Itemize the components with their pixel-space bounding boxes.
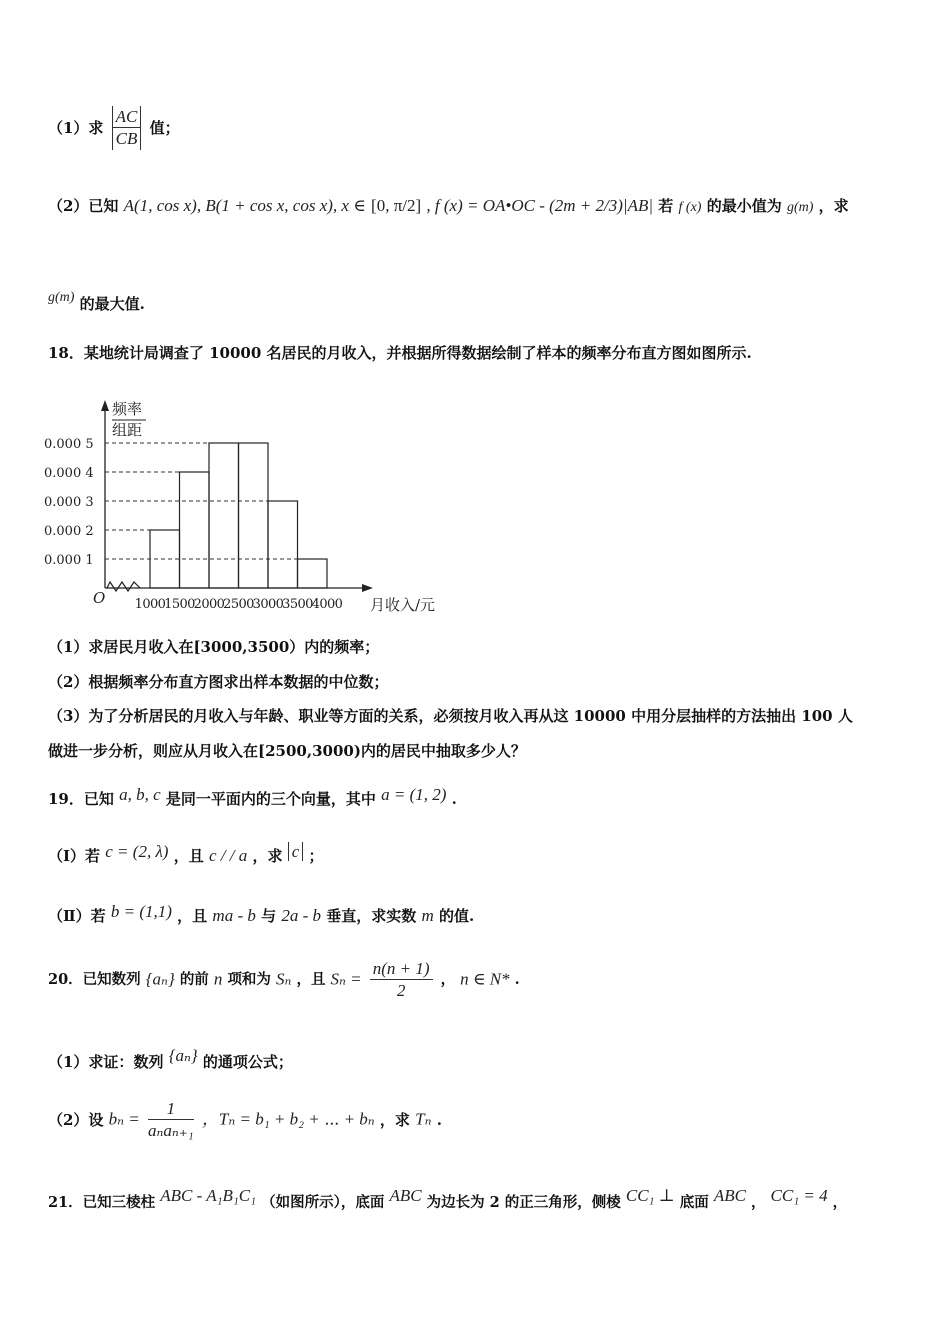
q19-vector-a: a = (1, 2) — [381, 785, 447, 804]
histogram-bar — [239, 443, 269, 588]
x-tick-label: 2500 — [223, 597, 254, 612]
q20-part2-end: . — [436, 1110, 442, 1129]
q18-sub2: （2）根据频率分布直方图求出样本数据的中位数； — [48, 673, 389, 691]
q18-sub1: （1）求居民月收入在[3000,3500）内的频率； — [48, 638, 380, 656]
q20-bn-den: aₙaₙ₊₁ — [148, 1121, 194, 1141]
q17-gm: g(m) — [786, 200, 814, 215]
q20-part1-label: （1）求证：数列 — [48, 1053, 164, 1071]
q21-cc-length: CC₁ = 4 — [770, 1186, 828, 1205]
x-axis-arrow — [362, 584, 373, 592]
q19-title — [48, 785, 910, 808]
q21-abc-2: ABC — [713, 1186, 746, 1205]
q18-sub3b: 做进一步分析，则应从月收入在[2500,3000)内的居民中抽取多少人？ — [48, 742, 526, 760]
q17-interval: [0, π/2] — [371, 196, 422, 215]
q20-n: n — [213, 969, 223, 989]
q21-end: ， — [832, 1194, 848, 1211]
q21-comma: ， — [750, 1194, 766, 1211]
q20-title — [48, 958, 910, 1002]
q17-fx: f (x) — [678, 200, 702, 215]
q19-part2-tail: 垂直，求实数 — [326, 907, 417, 925]
q19-part1-end: ； — [308, 847, 324, 865]
q19-parallel: c / / a — [208, 846, 248, 865]
histogram-bar — [209, 443, 239, 588]
q20-sequence: {aₙ} — [145, 969, 175, 989]
q19-part1 — [48, 842, 910, 866]
q19-expr2: 2a - b — [281, 906, 322, 925]
q17-part2 — [48, 196, 910, 217]
origin-label: O — [93, 589, 106, 607]
q20-bn-num: 1 — [148, 1098, 194, 1120]
q17-part2-label: （2）已知 — [48, 197, 119, 215]
q19-vector-c: c = (2, λ) — [105, 842, 169, 861]
q19-expr1: ma - b — [212, 906, 256, 925]
q17-points: A(1, cos x), B(1 + cos x, cos x), x ∈ — [123, 196, 366, 215]
histogram-bar — [298, 559, 328, 588]
y-tick-label: 0.000 2 — [44, 524, 94, 539]
q18-sub3a: （3）为了分析居民的月收入与年龄、职业等方面的关系，必须按月收入再从这 10000 中用分层抽样的方法抽出 100 人 — [48, 707, 853, 725]
q19-part1-ask: ，求 — [252, 847, 283, 865]
y-label-bottom: 组距 — [112, 421, 143, 439]
q20-fraction — [370, 958, 433, 1002]
q20-part1-sequence: {aₙ} — [168, 1046, 198, 1065]
q20-fraction-num: n(n + 1) — [370, 958, 433, 980]
histogram-bar — [180, 472, 210, 588]
q17-if: 若 — [658, 197, 674, 215]
q20-T: Tₙ — [415, 1109, 432, 1129]
q20-bn: bₙ = — [108, 1109, 140, 1129]
y-label-top: 频率 — [112, 400, 143, 418]
q19-part1-label: （Ⅰ）若 — [48, 847, 101, 865]
q21-note: （如图所示），底面 — [261, 1194, 385, 1211]
q20-Tn: ，Tₙ = b₁ + b₂ + ⋯ + bₙ — [201, 1109, 375, 1129]
y-tick-label: 0.000 5 — [44, 437, 94, 452]
q20-part1-tail: 的通项公式； — [202, 1053, 293, 1071]
q19-part1-mid: ，且 — [173, 847, 204, 865]
q19-m: m — [421, 906, 434, 925]
q19-part2-mid: ，且 — [177, 907, 208, 925]
x-tick-label: 1500 — [164, 597, 195, 612]
x-tick-label: 1000 — [134, 597, 166, 612]
q20-part1 — [48, 1046, 910, 1071]
q17-part1-tail: 值； — [149, 118, 180, 137]
q17-function: , f (x) = OA•OC - (2m + 2/3)|AB| — [426, 196, 654, 215]
q19-part2 — [48, 902, 910, 926]
q19-with: 与 — [261, 907, 277, 925]
chart-root — [44, 400, 435, 614]
q21-base: 底面 — [679, 1194, 709, 1211]
q17-part3 — [48, 290, 910, 313]
q20-front: 的前 — [179, 971, 209, 989]
q17-fraction-den: CB — [112, 128, 142, 149]
q21-prism: ABC - A₁B₁C₁ — [160, 1186, 257, 1205]
y-tick-label: 0.000 1 — [44, 553, 94, 568]
q19-vector-b: b = (1,1) — [110, 902, 172, 921]
q21-abc: ABC — [389, 1186, 422, 1205]
q19-mid: 是同一平面内的三个向量，其中 — [165, 790, 376, 808]
q17-min-text: 的最小值为 — [706, 197, 782, 215]
q20-fraction-den: 2 — [396, 981, 406, 1001]
x-tick-label: 3000 — [252, 597, 284, 612]
q19-vectors: a, b, c — [119, 785, 161, 804]
histogram-chart — [40, 392, 460, 624]
q19-pre: 19．已知 — [48, 790, 114, 808]
q20-comma: ， — [440, 971, 456, 989]
y-axis-arrow — [101, 400, 109, 411]
q17-fraction — [112, 106, 142, 150]
q20-Sn: Sₙ — [276, 969, 292, 989]
q19-part2-label: （Ⅱ）若 — [48, 907, 106, 925]
q17-part1-label: （1）求 — [48, 118, 104, 137]
y-tick-label: 0.000 4 — [44, 466, 94, 481]
q21-pre: 21．已知三棱柱 — [48, 1194, 156, 1211]
q21-side: 为边长为 2 的正三角形，侧棱 — [426, 1194, 621, 1211]
axis-break — [107, 582, 140, 591]
q17-ask: ，求 — [818, 197, 849, 215]
q19-part2-end: 的值. — [439, 907, 475, 925]
q20-domain: n ∈ N* — [460, 969, 510, 989]
x-tick-label: 4000 — [311, 597, 343, 612]
q20-pre: 20．已知数列 — [48, 971, 141, 989]
q20-ask: ，求 — [379, 1110, 410, 1129]
histogram-bar — [268, 501, 298, 588]
q21-title — [48, 1186, 920, 1211]
q19-abs-c: c — [288, 842, 304, 861]
q18-title: 18．某地统计局调查了 10000 名居民的月收入，并根据所得数据绘制了样本的频率分布直方图如图所示. — [48, 344, 752, 362]
q20-sum: 项和为 — [227, 971, 271, 989]
q19-end: . — [451, 790, 457, 808]
x-tick-label: 3500 — [282, 597, 313, 612]
q17-max-text: 的最大值. — [79, 295, 145, 313]
q17-gm-2: g(m) — [48, 290, 75, 305]
x-tick-label: 2000 — [193, 597, 225, 612]
q20-bn-fraction — [148, 1098, 194, 1142]
q17-fraction-num: AC — [112, 106, 142, 128]
q20-and: ，且 — [296, 971, 326, 989]
q20-part2 — [48, 1098, 910, 1142]
q20-part2-label: （2）设 — [48, 1110, 104, 1129]
q20-Sn-eq: Sₙ = — [330, 969, 362, 989]
y-tick-label: 0.000 3 — [44, 495, 94, 510]
q20-end: . — [514, 971, 520, 989]
q21-cc-perp: CC₁ ⊥ — [625, 1186, 675, 1205]
q17-part1 — [48, 106, 910, 150]
x-axis-label: 月收入/元 — [370, 596, 436, 614]
